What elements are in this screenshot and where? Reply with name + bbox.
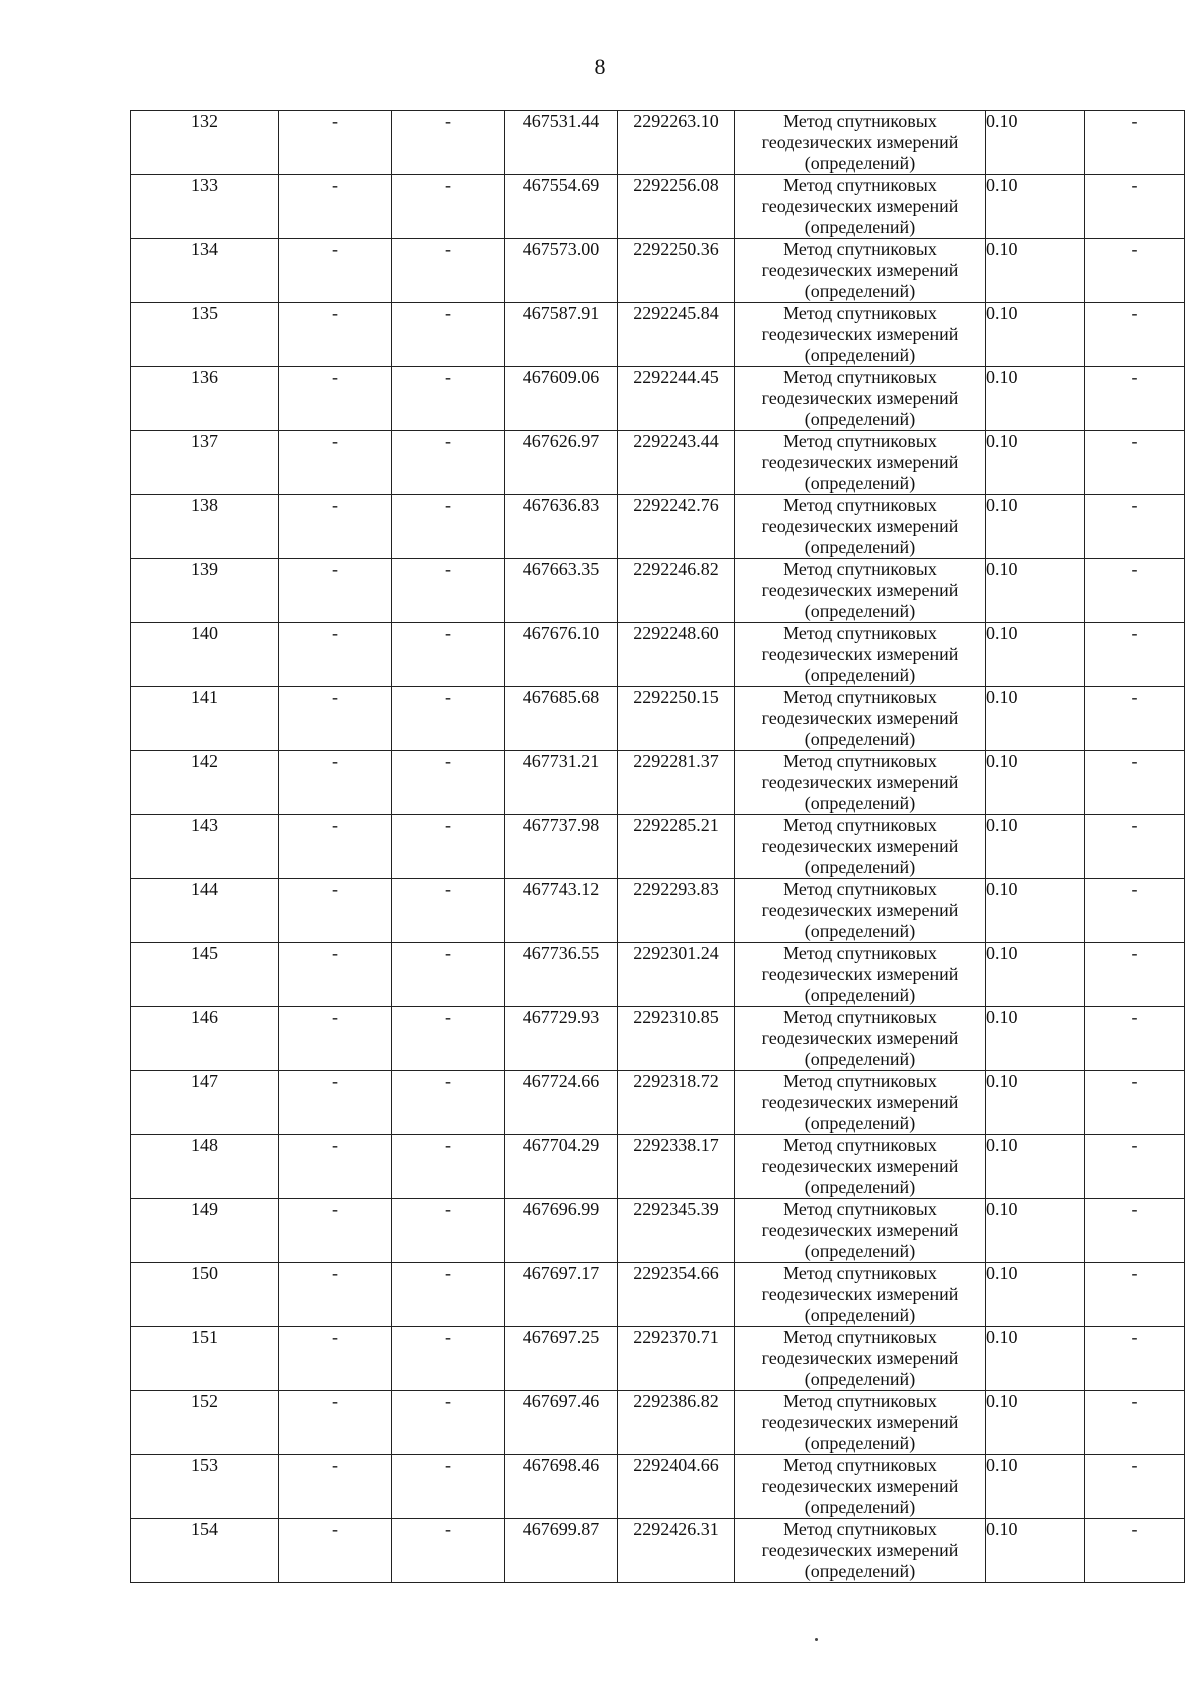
x-coordinate-cell: 467531.44 [505,111,618,175]
column-3-cell: - [392,111,505,175]
method-line: (определений) [804,345,916,365]
y-coordinate-cell: 2292250.15 [618,687,735,751]
method-line: (определений) [804,857,916,877]
method-cell [735,751,986,815]
table-row [131,1455,1185,1519]
method-line: геодезических измерений [761,900,959,920]
y-coordinate-cell: 2292426.31 [618,1519,735,1583]
method-line: (определений) [804,1305,916,1325]
x-coordinate-cell: 467573.00 [505,239,618,303]
y-coordinate-cell: 2292345.39 [618,1199,735,1263]
point-number-cell: 149 [131,1199,279,1263]
column-3-cell: - [392,879,505,943]
column-3-cell: - [392,239,505,303]
last-column-cell: - [1085,879,1185,943]
coordinates-table [130,110,1185,1583]
point-number-cell: 135 [131,303,279,367]
accuracy-cell: 0.10 [986,1199,1085,1263]
table-row [131,1391,1185,1455]
column-3-cell: - [392,1007,505,1071]
column-2-cell: - [279,687,392,751]
method-line: Метод спутниковых [783,751,937,771]
method-cell [735,239,986,303]
method-line: геодезических измерений [761,1284,959,1304]
method-cell [735,1263,986,1327]
column-2-cell: - [279,495,392,559]
method-line: (определений) [804,1433,916,1453]
table-row [131,111,1185,175]
point-number-cell: 148 [131,1135,279,1199]
method-cell [735,559,986,623]
table-row [131,623,1185,687]
table-row [131,1263,1185,1327]
method-cell [735,623,986,687]
point-number-cell: 133 [131,175,279,239]
method-line: (определений) [804,1497,916,1517]
method-line: Метод спутниковых [783,1007,937,1027]
last-column-cell: - [1085,495,1185,559]
last-column-cell: - [1085,815,1185,879]
method-cell [735,111,986,175]
x-coordinate-cell: 467636.83 [505,495,618,559]
method-line: геодезических измерений [761,708,959,728]
y-coordinate-cell: 2292243.44 [618,431,735,495]
point-number-cell: 132 [131,111,279,175]
last-column-cell: - [1085,1199,1185,1263]
x-coordinate-cell: 467743.12 [505,879,618,943]
y-coordinate-cell: 2292354.66 [618,1263,735,1327]
method-cell [735,495,986,559]
y-coordinate-cell: 2292293.83 [618,879,735,943]
method-line: Метод спутниковых [783,175,937,195]
accuracy-cell: 0.10 [986,367,1085,431]
accuracy-cell: 0.10 [986,1263,1085,1327]
accuracy-cell: 0.10 [986,751,1085,815]
x-coordinate-cell: 467626.97 [505,431,618,495]
method-line: Метод спутниковых [783,1391,937,1411]
y-coordinate-cell: 2292242.76 [618,495,735,559]
method-cell [735,1199,986,1263]
point-number-cell: 134 [131,239,279,303]
method-line: Метод спутниковых [783,1071,937,1091]
y-coordinate-cell: 2292318.72 [618,1071,735,1135]
method-line: геодезических измерений [761,1092,959,1112]
method-line: (определений) [804,793,916,813]
last-column-cell: - [1085,175,1185,239]
point-number-cell: 145 [131,943,279,1007]
method-line: Метод спутниковых [783,623,937,643]
method-line: (определений) [804,281,916,301]
method-line: геодезических измерений [761,644,959,664]
y-coordinate-cell: 2292263.10 [618,111,735,175]
column-3-cell: - [392,431,505,495]
last-column-cell: - [1085,1071,1185,1135]
table-row [131,175,1185,239]
method-line: геодезических измерений [761,836,959,856]
method-line: геодезических измерений [761,772,959,792]
column-2-cell: - [279,1263,392,1327]
table-row [131,1327,1185,1391]
point-number-cell: 136 [131,367,279,431]
column-2-cell: - [279,623,392,687]
method-cell [735,431,986,495]
method-cell [735,879,986,943]
accuracy-cell: 0.10 [986,623,1085,687]
method-cell [735,1135,986,1199]
column-2-cell: - [279,1007,392,1071]
accuracy-cell: 0.10 [986,1455,1085,1519]
point-number-cell: 151 [131,1327,279,1391]
method-line: геодезических измерений [761,1412,959,1432]
method-line: Метод спутниковых [783,943,937,963]
table-row [131,559,1185,623]
point-number-cell: 140 [131,623,279,687]
last-column-cell: - [1085,1391,1185,1455]
y-coordinate-cell: 2292310.85 [618,1007,735,1071]
column-3-cell: - [392,1263,505,1327]
last-column-cell: - [1085,111,1185,175]
accuracy-cell: 0.10 [986,943,1085,1007]
table-row [131,1519,1185,1583]
point-number-cell: 137 [131,431,279,495]
method-cell [735,303,986,367]
column-2-cell: - [279,1519,392,1583]
method-line: Метод спутниковых [783,1263,937,1283]
column-2-cell: - [279,879,392,943]
column-3-cell: - [392,1199,505,1263]
method-line: Метод спутниковых [783,111,937,131]
y-coordinate-cell: 2292404.66 [618,1455,735,1519]
table-row [131,239,1185,303]
y-coordinate-cell: 2292246.82 [618,559,735,623]
x-coordinate-cell: 467731.21 [505,751,618,815]
x-coordinate-cell: 467736.55 [505,943,618,1007]
point-number-cell: 154 [131,1519,279,1583]
column-3-cell: - [392,495,505,559]
y-coordinate-cell: 2292248.60 [618,623,735,687]
column-3-cell: - [392,943,505,1007]
point-number-cell: 139 [131,559,279,623]
x-coordinate-cell: 467698.46 [505,1455,618,1519]
y-coordinate-cell: 2292281.37 [618,751,735,815]
method-line: (определений) [804,1241,916,1261]
method-line: (определений) [804,601,916,621]
point-number-cell: 152 [131,1391,279,1455]
column-3-cell: - [392,303,505,367]
column-3-cell: - [392,815,505,879]
column-3-cell: - [392,1327,505,1391]
accuracy-cell: 0.10 [986,1391,1085,1455]
x-coordinate-cell: 467554.69 [505,175,618,239]
table-row [131,943,1185,1007]
column-2-cell: - [279,1455,392,1519]
column-2-cell: - [279,1071,392,1135]
x-coordinate-cell: 467704.29 [505,1135,618,1199]
method-line: геодезических измерений [761,1220,959,1240]
accuracy-cell: 0.10 [986,559,1085,623]
method-cell [735,687,986,751]
column-3-cell: - [392,1135,505,1199]
method-line: Метод спутниковых [783,431,937,451]
x-coordinate-cell: 467729.93 [505,1007,618,1071]
table-row [131,815,1185,879]
method-line: геодезических измерений [761,1028,959,1048]
y-coordinate-cell: 2292244.45 [618,367,735,431]
accuracy-cell: 0.10 [986,239,1085,303]
method-cell [735,175,986,239]
point-number-cell: 144 [131,879,279,943]
column-2-cell: - [279,1327,392,1391]
column-2-cell: - [279,431,392,495]
column-2-cell: - [279,239,392,303]
column-3-cell: - [392,175,505,239]
point-number-cell: 143 [131,815,279,879]
table-row [131,1199,1185,1263]
method-line: Метод спутниковых [783,239,937,259]
table-row [131,687,1185,751]
y-coordinate-cell: 2292338.17 [618,1135,735,1199]
point-number-cell: 141 [131,687,279,751]
x-coordinate-cell: 467697.25 [505,1327,618,1391]
method-line: (определений) [804,665,916,685]
method-line: Метод спутниковых [783,559,937,579]
method-line: (определений) [804,729,916,749]
method-line: геодезических измерений [761,324,959,344]
column-2-cell: - [279,111,392,175]
last-column-cell: - [1085,239,1185,303]
table-body [131,111,1185,1583]
method-cell [735,1391,986,1455]
last-column-cell: - [1085,943,1185,1007]
accuracy-cell: 0.10 [986,111,1085,175]
method-cell [735,1327,986,1391]
table-row [131,303,1185,367]
method-line: Метод спутниковых [783,687,937,707]
method-line: (определений) [804,153,916,173]
accuracy-cell: 0.10 [986,431,1085,495]
accuracy-cell: 0.10 [986,303,1085,367]
column-2-cell: - [279,1199,392,1263]
last-column-cell: - [1085,687,1185,751]
method-line: Метод спутниковых [783,1455,937,1475]
scan-dot [815,1638,818,1641]
column-3-cell: - [392,1455,505,1519]
point-number-cell: 142 [131,751,279,815]
last-column-cell: - [1085,1007,1185,1071]
column-3-cell: - [392,1391,505,1455]
method-line: (определений) [804,537,916,557]
column-3-cell: - [392,1519,505,1583]
method-line: геодезических измерений [761,260,959,280]
x-coordinate-cell: 467685.68 [505,687,618,751]
method-cell [735,1455,986,1519]
x-coordinate-cell: 467697.17 [505,1263,618,1327]
accuracy-cell: 0.10 [986,495,1085,559]
method-line: геодезических измерений [761,580,959,600]
last-column-cell: - [1085,1519,1185,1583]
method-line: Метод спутниковых [783,1327,937,1347]
x-coordinate-cell: 467697.46 [505,1391,618,1455]
y-coordinate-cell: 2292285.21 [618,815,735,879]
x-coordinate-cell: 467699.87 [505,1519,618,1583]
method-line: Метод спутниковых [783,879,937,899]
method-cell [735,815,986,879]
table-row [131,1007,1185,1071]
column-2-cell: - [279,367,392,431]
column-2-cell: - [279,751,392,815]
column-3-cell: - [392,367,505,431]
page-number: 8 [594,54,606,79]
method-line: Метод спутниковых [783,303,937,323]
column-3-cell: - [392,687,505,751]
accuracy-cell: 0.10 [986,687,1085,751]
method-line: геодезических измерений [761,1540,959,1560]
column-2-cell: - [279,559,392,623]
last-column-cell: - [1085,751,1185,815]
method-line: геодезических измерений [761,1156,959,1176]
accuracy-cell: 0.10 [986,1007,1085,1071]
method-line: геодезических измерений [761,964,959,984]
table-row [131,1071,1185,1135]
column-2-cell: - [279,175,392,239]
method-line: геодезических измерений [761,132,959,152]
last-column-cell: - [1085,431,1185,495]
x-coordinate-cell: 467609.06 [505,367,618,431]
last-column-cell: - [1085,367,1185,431]
method-line: геодезических измерений [761,1476,959,1496]
last-column-cell: - [1085,559,1185,623]
last-column-cell: - [1085,1263,1185,1327]
point-number-cell: 147 [131,1071,279,1135]
column-3-cell: - [392,559,505,623]
y-coordinate-cell: 2292250.36 [618,239,735,303]
last-column-cell: - [1085,1135,1185,1199]
last-column-cell: - [1085,1327,1185,1391]
x-coordinate-cell: 467587.91 [505,303,618,367]
point-number-cell: 146 [131,1007,279,1071]
method-line: Метод спутниковых [783,1199,937,1219]
column-2-cell: - [279,943,392,1007]
method-cell [735,943,986,1007]
column-2-cell: - [279,815,392,879]
y-coordinate-cell: 2292256.08 [618,175,735,239]
method-cell [735,1519,986,1583]
table-row [131,1135,1185,1199]
y-coordinate-cell: 2292386.82 [618,1391,735,1455]
method-line: Метод спутниковых [783,367,937,387]
column-3-cell: - [392,751,505,815]
point-number-cell: 150 [131,1263,279,1327]
table-row [131,431,1185,495]
accuracy-cell: 0.10 [986,815,1085,879]
column-3-cell: - [392,623,505,687]
method-line: геодезических измерений [761,1348,959,1368]
method-line: (определений) [804,217,916,237]
column-2-cell: - [279,1135,392,1199]
method-line: геодезических измерений [761,516,959,536]
method-line: геодезических измерений [761,388,959,408]
method-line: Метод спутниковых [783,495,937,515]
method-cell [735,1007,986,1071]
table-row [131,879,1185,943]
method-line: (определений) [804,921,916,941]
accuracy-cell: 0.10 [986,1071,1085,1135]
x-coordinate-cell: 467724.66 [505,1071,618,1135]
column-2-cell: - [279,1391,392,1455]
point-number-cell: 138 [131,495,279,559]
accuracy-cell: 0.10 [986,175,1085,239]
method-line: (определений) [804,473,916,493]
y-coordinate-cell: 2292301.24 [618,943,735,1007]
accuracy-cell: 0.10 [986,1519,1085,1583]
method-line: геодезических измерений [761,452,959,472]
point-number-cell: 153 [131,1455,279,1519]
x-coordinate-cell: 467696.99 [505,1199,618,1263]
method-line: (определений) [804,1177,916,1197]
method-line: (определений) [804,1113,916,1133]
y-coordinate-cell: 2292370.71 [618,1327,735,1391]
method-cell [735,367,986,431]
method-line: Метод спутниковых [783,1519,937,1539]
method-line: (определений) [804,985,916,1005]
table-row [131,495,1185,559]
accuracy-cell: 0.10 [986,1327,1085,1391]
last-column-cell: - [1085,303,1185,367]
last-column-cell: - [1085,623,1185,687]
x-coordinate-cell: 467676.10 [505,623,618,687]
x-coordinate-cell: 467663.35 [505,559,618,623]
method-line: (определений) [804,1369,916,1389]
accuracy-cell: 0.10 [986,879,1085,943]
method-line: геодезических измерений [761,196,959,216]
method-line: Метод спутниковых [783,815,937,835]
method-line: (определений) [804,1049,916,1069]
y-coordinate-cell: 2292245.84 [618,303,735,367]
accuracy-cell: 0.10 [986,1135,1085,1199]
method-cell [735,1071,986,1135]
last-column-cell: - [1085,1455,1185,1519]
column-3-cell: - [392,1071,505,1135]
column-2-cell: - [279,303,392,367]
method-line: Метод спутниковых [783,1135,937,1155]
table-row [131,751,1185,815]
x-coordinate-cell: 467737.98 [505,815,618,879]
method-line: (определений) [804,409,916,429]
table-row [131,367,1185,431]
method-line: (определений) [804,1561,916,1581]
